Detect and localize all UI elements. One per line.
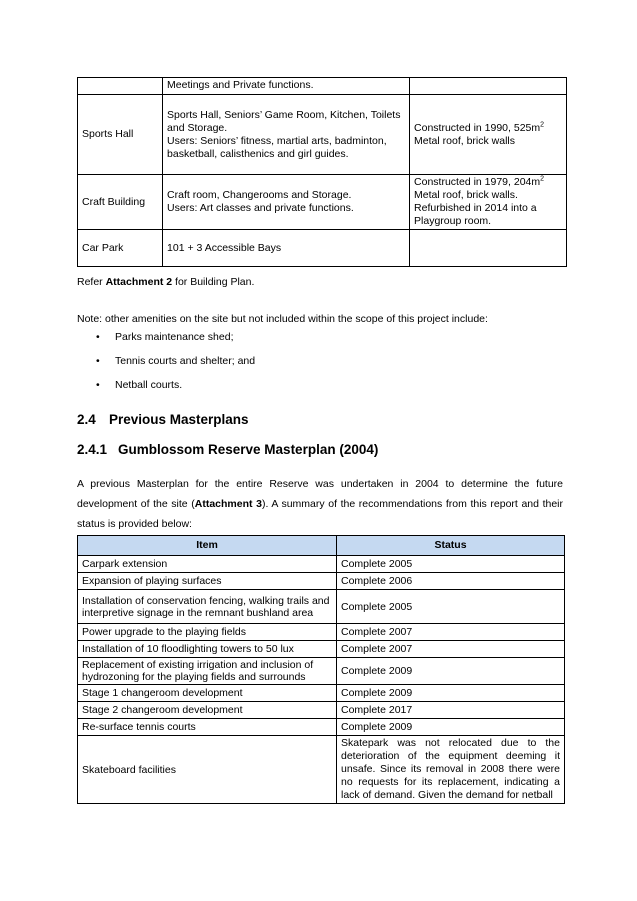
- refer-attachment-link: Attachment 2: [105, 276, 173, 288]
- table-row: [78, 590, 565, 624]
- subsection-heading: [77, 442, 378, 457]
- status-cell: Complete 2005: [337, 590, 565, 624]
- refer-suffix: for Building Plan.: [172, 276, 255, 288]
- table-row: [78, 736, 565, 804]
- section-number: 2.4: [77, 412, 96, 427]
- status-cell: Complete 2007: [337, 641, 565, 658]
- intro-paragraph: [77, 474, 563, 534]
- status-cell: Skatepark was not relocated due to the deterioration of the equipment deeming it unsafe. Since its removal in 2008 there were no requests for its replacement, indicating a lack of demand. Given the demand for netball: [337, 736, 565, 804]
- section-title: Previous Masterplans: [109, 412, 249, 427]
- table-row: [78, 573, 565, 590]
- item-cell: Re-surface tennis courts: [78, 719, 337, 736]
- table-row: [78, 624, 565, 641]
- table-row: [78, 641, 565, 658]
- facilities-table: [77, 77, 567, 267]
- table-row: [78, 556, 565, 573]
- item-cell: Stage 1 changeroom development: [78, 685, 337, 702]
- item-cell: Power upgrade to the playing fields: [78, 624, 337, 641]
- facility-description-cell: Meetings and Private functions.: [163, 78, 410, 95]
- status-cell: Complete 2009: [337, 658, 565, 685]
- list-item-text: Tennis courts and shelter; and: [115, 355, 256, 367]
- facility-description-cell: Craft room, Changerooms and Storage. Users: Art classes and private functions.: [163, 175, 410, 230]
- facility-name-cell: Craft Building: [78, 175, 163, 230]
- list-item-text: Netball courts.: [115, 379, 183, 391]
- table-row: [78, 685, 565, 702]
- item-cell: Installation of 10 floodlighting towers to 50 lux: [78, 641, 337, 658]
- refer-prefix: Refer: [77, 276, 106, 288]
- masterplan-table-body: [78, 556, 565, 804]
- section-heading: [77, 412, 249, 427]
- facilities-table-body: [78, 78, 567, 267]
- table-row: [78, 658, 565, 685]
- facility-name-cell: Car Park: [78, 230, 163, 267]
- table-row: [78, 702, 565, 719]
- list-item: [77, 330, 255, 354]
- list-item: [77, 378, 255, 402]
- table-row: [78, 78, 567, 95]
- subsection-title: Gumblossom Reserve Masterplan (2004): [118, 442, 379, 457]
- facility-notes-text: Constructed in 1979, 204m: [414, 176, 541, 188]
- status-cell: Complete 2007: [337, 624, 565, 641]
- status-cell: Complete 2005: [337, 556, 565, 573]
- status-cell: Complete 2009: [337, 719, 565, 736]
- intro-attachment-link: Attachment 3: [194, 498, 262, 510]
- amenities-note: Note: other amenities on the site but not included within the scope of this project include:: [77, 313, 488, 325]
- facility-name-cell: [78, 78, 163, 95]
- status-cell: Complete 2009: [337, 685, 565, 702]
- intro-text-1: A previous Masterplan for the entire Reserve was undertaken in 2004 to determine the future development of the site (: [77, 478, 563, 510]
- superscript: 2: [540, 175, 545, 183]
- status-cell: Complete 2006: [337, 573, 565, 590]
- table-header-row: [78, 536, 565, 556]
- amenities-list: [77, 330, 255, 402]
- facility-notes-cell: [410, 175, 567, 230]
- facility-notes-text: Constructed in 1990, 525m: [414, 121, 541, 134]
- column-header-item: Item: [78, 536, 337, 556]
- superscript: 2: [540, 121, 545, 128]
- table-row: [78, 175, 567, 230]
- item-cell: Skateboard facilities: [78, 736, 337, 804]
- item-cell: Stage 2 changeroom development: [78, 702, 337, 719]
- item-cell: Expansion of playing surfaces: [78, 573, 337, 590]
- bullet-icon: •: [96, 379, 100, 391]
- subsection-number: 2.4.1: [77, 442, 108, 457]
- refer-attachment-line: [77, 272, 254, 292]
- item-cell: Replacement of existing irrigation and inclusion of hydrozoning for the playing fields and surrounds: [78, 658, 337, 685]
- bullet-icon: •: [96, 355, 100, 367]
- item-cell: Installation of conservation fencing, walking trails and interpretive signage in the remnant bushland area: [78, 590, 337, 624]
- table-row: [78, 719, 565, 736]
- facility-notes-text-continued: Metal roof, brick walls. Refurbished in 2014 into a Playgroup room.: [414, 189, 537, 227]
- list-item: [77, 354, 255, 378]
- facility-notes-cell: [410, 95, 567, 175]
- intro-text-2: ). A summary of the recommendations from this report and their status is provided below:: [77, 498, 564, 530]
- facility-notes-cell: [410, 78, 567, 95]
- list-item-text: Parks maintenance shed;: [115, 331, 234, 343]
- status-cell: Complete 2017: [337, 702, 565, 719]
- facility-notes-cell: [410, 230, 567, 267]
- facility-notes-text-continued: Metal roof, brick walls: [414, 134, 515, 147]
- item-cell: Carpark extension: [78, 556, 337, 573]
- masterplan-table: [77, 535, 565, 804]
- table-row: [78, 230, 567, 267]
- facility-name-cell: Sports Hall: [78, 95, 163, 175]
- facility-description-cell: 101 + 3 Accessible Bays: [163, 230, 410, 267]
- column-header-status: Status: [337, 536, 565, 556]
- facility-description-cell: Sports Hall, Seniors’ Game Room, Kitchen, Toilets and Storage. Users: Seniors’ fitness, martial arts, badminton, basketball, calisthenics and girl guides.: [163, 95, 410, 175]
- table-row: [78, 95, 567, 175]
- bullet-icon: •: [96, 331, 100, 343]
